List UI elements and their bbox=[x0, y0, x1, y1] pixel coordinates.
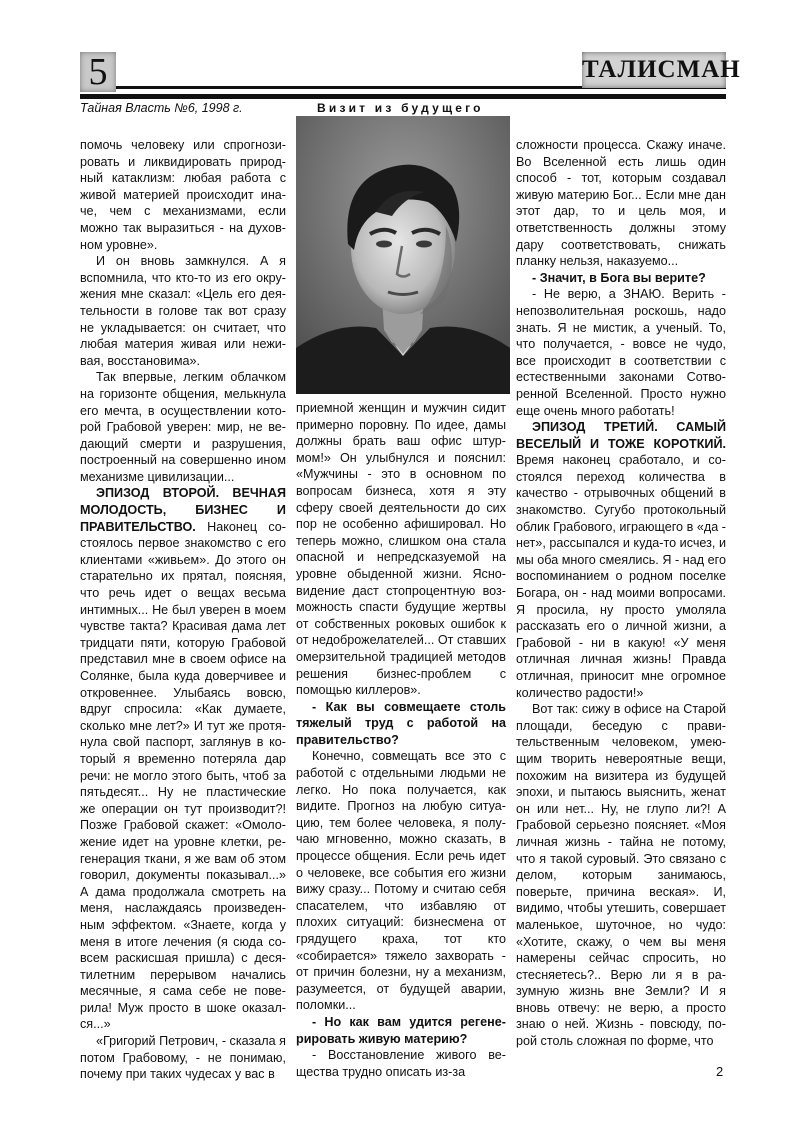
portrait-photo bbox=[296, 116, 510, 394]
interview-question: - Значит, в Бога вы верите? bbox=[532, 270, 706, 285]
interview-question: - Но как вам удится регенерировать живую материю? bbox=[296, 1014, 506, 1046]
paragraph: Вот так: сижу в офисе на Старой площади, беседую с правительственным человеком, умеющим творить невероятные вещи, похожим на визитера из будущей эпохи, и пытаюсь выяснить, женат он или нет... Ну, не глупо ли?! А Грабовой серьезно поясняет. «Моя личная жизнь - тайна не потому, что я такой суровый. Это связано с делом, которым занимаюсь, поверьте, причина веская». И, видимо, чтобы утешить, совершает маленькое, шуточное, но чудо: «Хотите, скажу, о чем вы меня намерены сейчас спросить, но стесняетесь?.. Верю ли я в разумную жизнь вне Земли? И я вновь отвечу: не верю, а просто знаю о ней. Жизнь - повсюду, порой столь сложная по форме, что bbox=[516, 702, 726, 1049]
paragraph: сложности процесса. Скажу иначе. Во Вселенной есть лишь один способ - тот, которым создавал живую материю Бог... Если мне дан этот дар, то и цель моя, и ответственность должны этому дару соответствовать, снижать планку нельзя, наказуемо... bbox=[516, 138, 726, 269]
episode-three-heading: ЭПИЗОД ТРЕТИЙ. САМЫЙ ВЕСЕЛЫЙ И ТОЖЕ КОРОТКИЙ. bbox=[516, 420, 726, 451]
paragraph: - Восстановление живого вещества трудно описать из-за bbox=[296, 1048, 506, 1079]
portrait-illustration bbox=[296, 116, 510, 394]
episode-three-text: Время наконец сработало, и состоялся переход количества в качество - отрывочных общений в знакомство. Сугубо протокольный облик Грабового, играющего в «да - нет», рассыпался и куда-то исчез, и мы оба много смеялись. Я - над его воспоминанием о родном поселке Богара, он - над моими вопросами. Я просила, ну просто умоляла рассказать его о личной жизни, а Грабовой - ни в какую! «У меня отличная личная жизнь! Правда отличная, приносит мне огромное количество радости!» bbox=[516, 453, 726, 700]
paragraph: приемной женщин и мужчин сидит примерно поровну. По идее, дамы должны брать ваш офис штурмом!» Он улыбнулся и пояснил: «Мужчины - это в основном по вопросам бизнеса, хотя я эту сферу своей деятельности до сих пор не особенно афишировал. Но теперь можно, слишком она стала опасной и непредсказуемой на уровне обыденной жизни. Ясновидение даст стопроцентную возможность спасти будущие жертвы от собственных роковых ошибок к от недоброжелателей... От ставших омерзительной традицией методов решения бизнес-проблем с помощью киллеров». bbox=[296, 401, 506, 698]
episode-three-paragraph bbox=[516, 419, 726, 701]
rubric-title: Визит из будущего bbox=[317, 101, 484, 115]
paragraph: - Не верю, а ЗНАЮ. Верить - непозволительная роскошь, надо знать. Я не мистик, а ученый. То, что получается, - вовсе не чудо, все происходит в соответствии с естественными законами Сотворенной Вселенной. Просто нужно еще очень много работать! bbox=[516, 287, 726, 418]
article-column-left bbox=[80, 137, 286, 1083]
footer-page-number: 2 bbox=[716, 1064, 724, 1079]
paragraph: «Григорий Петрович, - сказала я потом Грабовому, - не понимаю, почему при таких чудесах у вас в bbox=[80, 1034, 286, 1082]
paragraph: Конечно, совмещать все это с работой с отдельными людьми не легко. Но пока получается, как видите. Прогноз на любую ситуацию, тем более человека, я получаю мгновенно, можно сказать, в процессе общения. Если речь идет о человеке, все события его жизни вижу сразу... Потому и считаю себя спасателем, что избавляю от плохих ситуаций: бизнесмена от грядущего краха, тот кто «собирается» тяжело захворать - от причин болезни, ну а механизм, разумеется, от будущей аварии, поломки... bbox=[296, 749, 506, 1013]
episode-two-heading: ЭПИЗОД ВТОРОЙ. ВЕЧНАЯ МОЛОДОСТЬ, БИЗНЕС И ПРАВИТЕЛЬСТВО. bbox=[80, 486, 286, 534]
logo-text: ТАЛИСМАН bbox=[582, 56, 741, 83]
article-column-right bbox=[516, 137, 726, 1050]
interview-question: - Как вы совмещаете столь тяжелый труд с работой на правительство? bbox=[296, 699, 506, 747]
paragraph: помочь человеку или спрогнозировать и ликвидировать природный катаклизм: любая работа с живой материей происходит иначе, чем с механизмами, если можно так выразиться - на духовном уровне». bbox=[80, 138, 286, 252]
paragraph: Так впервые, легким облачком на горизонте общения, мелькнула его мечта, в осуществлении которой Грабовой уверен: мир, не ведающий смерти и разрушения, построенный на совершенно ином механизме цивилизации... bbox=[80, 370, 286, 484]
episode-two-text: Наконец состоялось первое знакомство с его клиентами «живьем». До этого он старательно их прятал, поясняя, что речь идет о вещах весьма интимных... Не был уверен в моем чувстве такта? Красивая дама лет тридцати пяти, которую Грабовой представил мне в своем офисе на Солянке, была куда доверчивее и откровеннее. Улыбаясь вовсю, вдруг спросила: «Как думаете, сколько мне лет?» И тут же протянула свой паспорт, заглянув в который я временно потеряла дар речи: не могло этого быть, чтоб за пятьдесят... Ну не пластические же операции он тут производит?! Позже Грабовой скажет: «Омоложение идет на уровне клетки, регенерация ткани, я же вам об этом говорил, документы показывал...» А дама продолжала смотреть на меня, наслаждаясь произведенным эффектом. «Знаете, когда у меня в итоге лечения (я сюда совсем раскисшая пришла) с десятилетним перерывом начались месячные, я сама себе не поверила! Муж просто в шоке оказался...» bbox=[80, 519, 286, 1032]
page-number: 5 bbox=[88, 51, 108, 93]
paragraph: И он вновь замкнулся. А я вспомнила, что кто-то из его окружения мне сказал: «Цель его деятельности в голове так вот сразу не укладывается: он считает, что любая материя живая или неживая, восстановима». bbox=[80, 254, 286, 368]
article-column-middle bbox=[296, 400, 506, 1080]
magazine-logo bbox=[582, 52, 741, 88]
episode-two-paragraph bbox=[80, 485, 286, 1033]
header-heavy-rule bbox=[80, 94, 726, 99]
issue-line: Тайная Власть №6, 1998 г. bbox=[80, 101, 243, 115]
page-number-box bbox=[80, 52, 116, 92]
